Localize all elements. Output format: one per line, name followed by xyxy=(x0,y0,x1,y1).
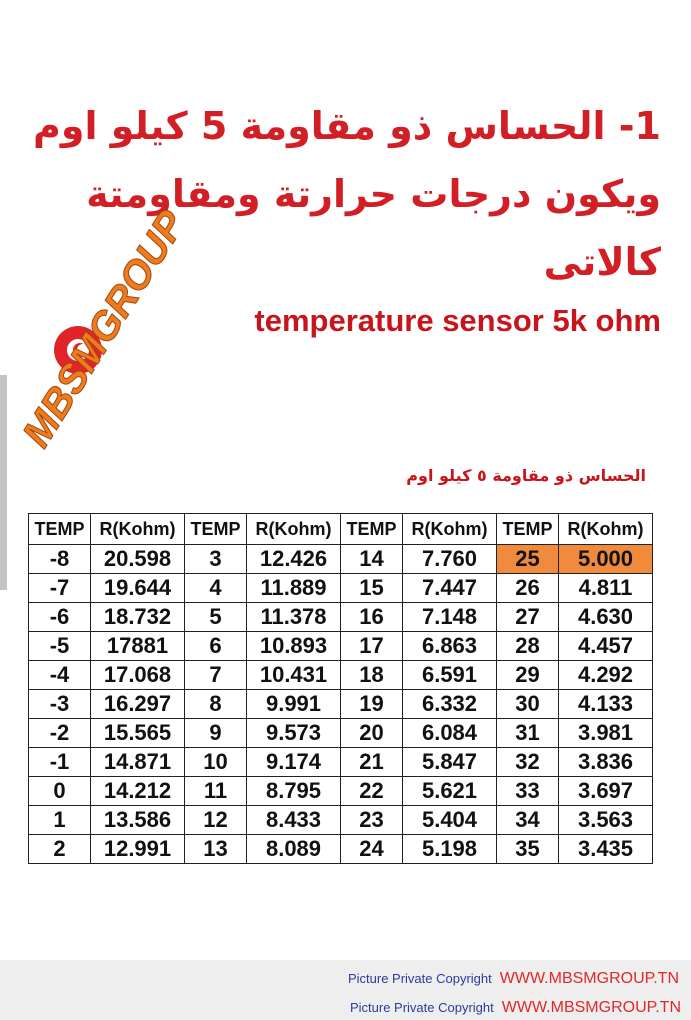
resistance-cell: 6.332 xyxy=(403,690,497,719)
temp-cell: 14 xyxy=(341,545,403,574)
resistance-cell: 8.433 xyxy=(247,806,341,835)
table-row xyxy=(29,632,653,661)
temp-cell: 15 xyxy=(341,574,403,603)
footer xyxy=(0,960,691,1020)
temp-cell: -2 xyxy=(29,719,91,748)
title-arabic-line-2: ويكون درجات حرارتة ومقاومتة xyxy=(86,172,661,216)
temp-cell: 34 xyxy=(497,806,559,835)
resistance-header: R(Kohm) xyxy=(403,514,497,545)
resistance-cell: 7.447 xyxy=(403,574,497,603)
resistance-cell: 9.573 xyxy=(247,719,341,748)
table-row xyxy=(29,661,653,690)
temp-cell: 17 xyxy=(341,632,403,661)
temp-cell: 27 xyxy=(497,603,559,632)
title-english: temperature sensor 5k ohm xyxy=(254,303,661,338)
resistance-cell: 6.591 xyxy=(403,661,497,690)
temp-cell: 12 xyxy=(185,806,247,835)
resistance-cell: 6.084 xyxy=(403,719,497,748)
resistance-cell: 7.148 xyxy=(403,603,497,632)
resistance-cell: 5.000 xyxy=(559,545,653,574)
resistance-cell: 13.586 xyxy=(91,806,185,835)
website-link[interactable]: WWW.MBSMGROUP.TN xyxy=(501,999,681,1016)
resistance-cell: 5.198 xyxy=(403,835,497,864)
temp-cell: 33 xyxy=(497,777,559,806)
resistance-cell: 10.431 xyxy=(247,661,341,690)
temp-cell: 5 xyxy=(185,603,247,632)
resistance-cell: 10.893 xyxy=(247,632,341,661)
temp-cell: 6 xyxy=(185,632,247,661)
temp-cell: 9 xyxy=(185,719,247,748)
resistance-cell: 18.732 xyxy=(91,603,185,632)
copyright-label: Picture Private Copyright xyxy=(347,971,492,986)
temp-cell: 30 xyxy=(497,690,559,719)
logo-text: MBSMGROUP xyxy=(14,203,195,455)
resistance-cell: 5.847 xyxy=(403,748,497,777)
temp-cell: -3 xyxy=(29,690,91,719)
temp-cell: 19 xyxy=(341,690,403,719)
resistance-header: R(Kohm) xyxy=(91,514,185,545)
mbsmgroup-logo xyxy=(14,203,260,475)
table-row xyxy=(29,719,653,748)
resistance-cell: 15.565 xyxy=(91,719,185,748)
table-row xyxy=(29,574,653,603)
temp-cell: 21 xyxy=(341,748,403,777)
temp-cell: 16 xyxy=(341,603,403,632)
resistance-cell: 5.404 xyxy=(403,806,497,835)
temp-cell: -4 xyxy=(29,661,91,690)
resistance-cell: 9.174 xyxy=(247,748,341,777)
temp-cell: 22 xyxy=(341,777,403,806)
temp-cell: 8 xyxy=(185,690,247,719)
website-link[interactable]: WWW.MBSMGROUP.TN xyxy=(499,970,679,987)
resistance-cell: 4.811 xyxy=(559,574,653,603)
table-row xyxy=(29,777,653,806)
resistance-cell: 11.889 xyxy=(247,574,341,603)
resistance-cell: 12.991 xyxy=(91,835,185,864)
table-row xyxy=(29,603,653,632)
resistance-cell: 8.089 xyxy=(247,835,341,864)
resistance-cell: 17.068 xyxy=(91,661,185,690)
copyright-line xyxy=(350,997,681,1017)
temp-cell: 31 xyxy=(497,719,559,748)
copyright-label: Picture Private Copyright xyxy=(349,1000,494,1015)
resistance-cell: 19.644 xyxy=(91,574,185,603)
resistance-cell: 3.836 xyxy=(559,748,653,777)
temp-cell: 11 xyxy=(185,777,247,806)
table-row xyxy=(29,835,653,864)
resistance-header: R(Kohm) xyxy=(247,514,341,545)
resistance-cell: 3.981 xyxy=(559,719,653,748)
temp-cell: 32 xyxy=(497,748,559,777)
left-edge-bar xyxy=(0,375,7,590)
temp-cell: 2 xyxy=(29,835,91,864)
temp-header: TEMP xyxy=(185,514,247,545)
resistance-cell: 14.212 xyxy=(91,777,185,806)
temp-cell: -7 xyxy=(29,574,91,603)
resistance-cell: 3.697 xyxy=(559,777,653,806)
temp-cell: -5 xyxy=(29,632,91,661)
copyright-line xyxy=(348,968,679,988)
temp-cell: 18 xyxy=(341,661,403,690)
table-body xyxy=(29,545,653,864)
resistance-cell: 6.863 xyxy=(403,632,497,661)
temp-header: TEMP xyxy=(341,514,403,545)
temp-cell: -6 xyxy=(29,603,91,632)
resistance-cell: 4.292 xyxy=(559,661,653,690)
resistance-cell: 7.760 xyxy=(403,545,497,574)
temp-cell: 29 xyxy=(497,661,559,690)
temp-cell: 0 xyxy=(29,777,91,806)
resistance-cell: 17881 xyxy=(91,632,185,661)
temp-header: TEMP xyxy=(29,514,91,545)
temp-cell: 28 xyxy=(497,632,559,661)
temp-cell: 20 xyxy=(341,719,403,748)
resistance-header: R(Kohm) xyxy=(559,514,653,545)
resistance-cell: 11.378 xyxy=(247,603,341,632)
title-arabic-line-1: 1- الحساس ذو مقاومة 5 كيلو اوم xyxy=(32,104,661,148)
resistance-cell: 12.426 xyxy=(247,545,341,574)
table-row xyxy=(29,806,653,835)
temp-cell: -8 xyxy=(29,545,91,574)
resistance-cell: 4.457 xyxy=(559,632,653,661)
temp-cell: 35 xyxy=(497,835,559,864)
temp-cell: 25 xyxy=(497,545,559,574)
table-row xyxy=(29,748,653,777)
table-row xyxy=(29,545,653,574)
table-header-row xyxy=(29,514,653,545)
temp-cell: 26 xyxy=(497,574,559,603)
temp-cell: 3 xyxy=(185,545,247,574)
resistance-cell: 3.563 xyxy=(559,806,653,835)
resistance-cell: 3.435 xyxy=(559,835,653,864)
resistance-cell: 16.297 xyxy=(91,690,185,719)
resistance-cell: 14.871 xyxy=(91,748,185,777)
resistance-table xyxy=(28,513,653,864)
resistance-cell: 9.991 xyxy=(247,690,341,719)
temp-cell: 24 xyxy=(341,835,403,864)
table-caption: الحساس ذو مقاومة ٥ كيلو اوم xyxy=(406,466,646,485)
temp-cell: 1 xyxy=(29,806,91,835)
resistance-cell: 4.133 xyxy=(559,690,653,719)
resistance-cell: 20.598 xyxy=(91,545,185,574)
temp-cell: 4 xyxy=(185,574,247,603)
title-arabic-line-3: كالاتى xyxy=(543,240,661,284)
temp-header: TEMP xyxy=(497,514,559,545)
temp-cell: 13 xyxy=(185,835,247,864)
resistance-cell: 4.630 xyxy=(559,603,653,632)
temp-cell: 10 xyxy=(185,748,247,777)
resistance-cell: 5.621 xyxy=(403,777,497,806)
resistance-cell: 8.795 xyxy=(247,777,341,806)
temp-cell: -1 xyxy=(29,748,91,777)
temp-cell: 7 xyxy=(185,661,247,690)
table-row xyxy=(29,690,653,719)
temp-cell: 23 xyxy=(341,806,403,835)
